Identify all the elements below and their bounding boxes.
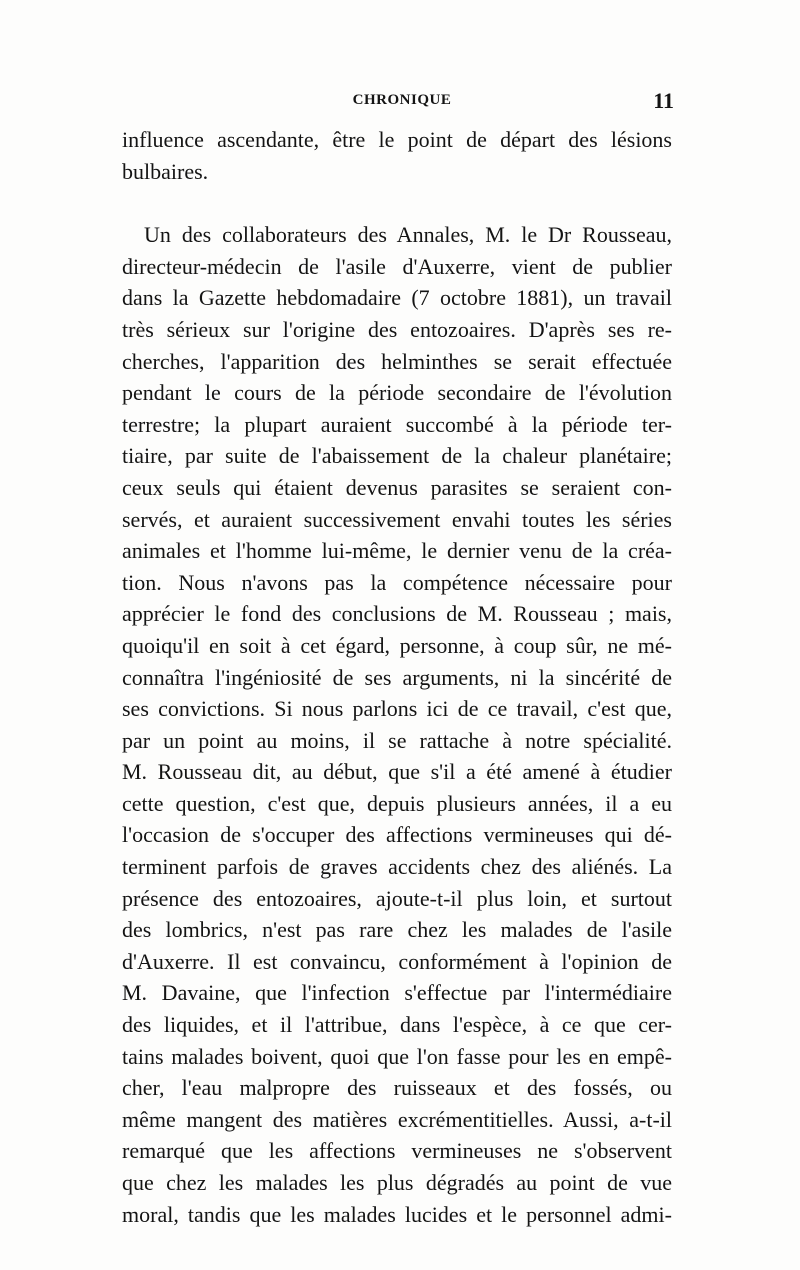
text-line: M. Rousseau dit, au début, que s'il a été amené à étudier bbox=[122, 759, 672, 785]
text-line: quoiqu'il en soit à cet égard, personne, à coup sûr, ne mé- bbox=[122, 632, 672, 658]
text-line: influence ascendante, être le point de départ des lésions bbox=[122, 127, 672, 152]
text-line: très sérieux sur l'origine des entozoaires. D'après ses re- bbox=[122, 316, 672, 342]
page-number: 11 bbox=[653, 88, 674, 113]
text-line: tion. Nous n'avons pas la compétence nécessaire pour bbox=[122, 569, 672, 595]
paragraph-gap bbox=[122, 187, 672, 219]
text-line: tiaire, par suite de l'abaissement de la chaleur planétaire; bbox=[122, 443, 672, 469]
body-text bbox=[122, 124, 672, 1230]
text-line: M. Davaine, que l'infection s'effectue par l'intermédiaire bbox=[122, 980, 672, 1006]
text-line: servés, et auraient successivement envahi toutes les séries bbox=[122, 506, 672, 532]
text-line: connaîtra l'ingéniosité de ses arguments, ni la sincérité de bbox=[122, 664, 672, 690]
text-line: ceux seuls qui étaient devenus parasites se seraient con- bbox=[122, 474, 672, 500]
text-line: par un point au moins, il se rattache à notre spécialité. bbox=[122, 727, 672, 753]
text-line: même mangent des matières excrémentitielles. Aussi, a-t-il bbox=[122, 1106, 672, 1132]
text-line: terrestre; la plupart auraient succombé à la période ter- bbox=[122, 411, 672, 437]
running-title: CHRONIQUE bbox=[352, 92, 452, 108]
text-line: que chez les malades les plus dégradés au point de vue bbox=[122, 1170, 672, 1195]
text-line: cette question, c'est que, depuis plusieurs années, il a eu bbox=[122, 790, 672, 816]
text-line: des lombrics, n'est pas rare chez les malades de l'asile bbox=[122, 917, 672, 943]
text-line: présence des entozoaires, ajoute-t-il plus loin, et surtout bbox=[122, 885, 672, 911]
text-line: des liquides, et il l'attribue, dans l'espèce, à ce que cer- bbox=[122, 1012, 672, 1038]
text-line: animales et l'homme lui-même, le dernier venu de la créa- bbox=[122, 538, 672, 564]
text-line: directeur-médecin de l'asile d'Auxerre, vient de publier bbox=[122, 253, 672, 279]
text-line: apprécier le fond des conclusions de M. Rousseau ; mais, bbox=[122, 601, 672, 627]
running-header bbox=[122, 88, 682, 116]
text-line: tains malades boivent, quoi que l'on fasse pour les en empê- bbox=[122, 1043, 672, 1069]
text-line: pendant le cours de la période secondaire de l'évolution bbox=[122, 380, 672, 406]
text-line: remarqué que les affections vermineuses ne s'observent bbox=[122, 1138, 672, 1164]
text-line: Un des collaborateurs des Annales, M. le Dr Rousseau, bbox=[144, 222, 672, 248]
text-line: cherches, l'apparition des helminthes se serait effectuée bbox=[122, 348, 672, 374]
text-line: bulbaires. bbox=[122, 158, 209, 184]
text-line: ses convictions. Si nous parlons ici de ce travail, c'est que, bbox=[122, 696, 672, 722]
text-line: d'Auxerre. Il est convaincu, conformément à l'opinion de bbox=[122, 948, 672, 974]
text-line: dans la Gazette hebdomadaire (7 octobre 1881), un travail bbox=[122, 285, 672, 311]
text-line: moral, tandis que les malades lucides et le personnel admi- bbox=[122, 1201, 672, 1227]
text-line: l'occasion de s'occuper des affections vermineuses qui dé- bbox=[122, 822, 672, 848]
text-line: cher, l'eau malpropre des ruisseaux et des fossés, ou bbox=[122, 1075, 672, 1101]
text-line: terminent parfois de graves accidents chez des aliénés. La bbox=[122, 854, 672, 880]
